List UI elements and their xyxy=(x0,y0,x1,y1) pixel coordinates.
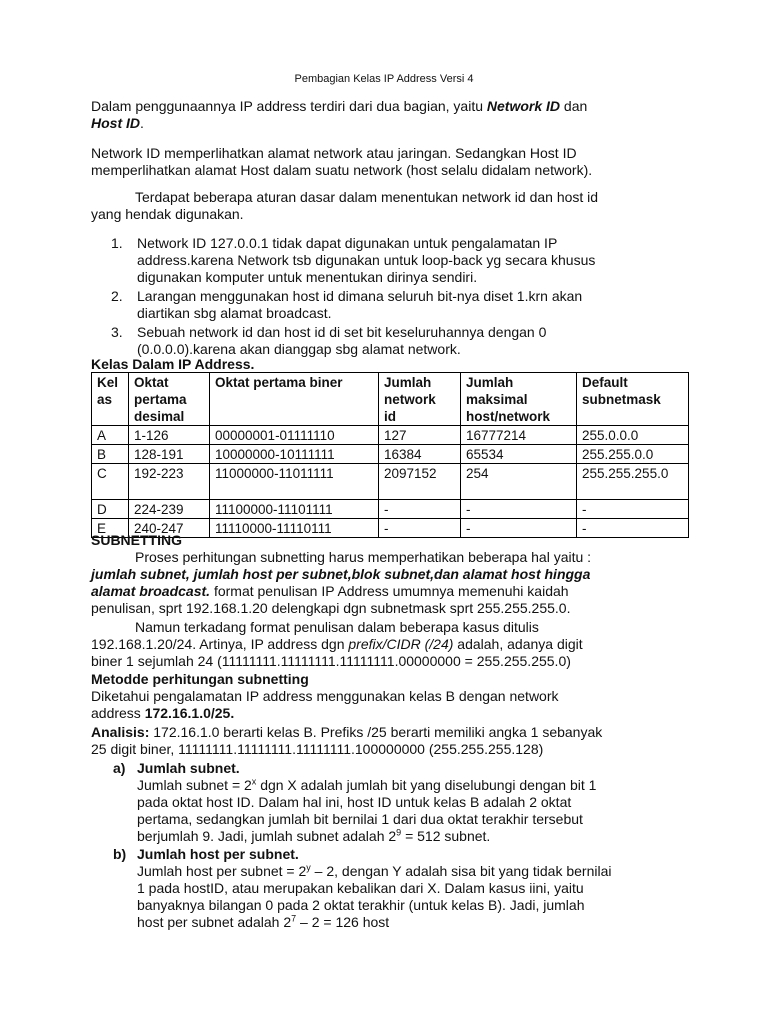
intro-paragraph-2: Network ID memperlihatkan alamat network atau jaringan. Sedangkan Host ID memperlihatkan alamat Host dalam suatu network (host selalu didalam network). xyxy=(91,145,593,178)
header-subnetmask: Default subnetmask xyxy=(577,373,689,426)
list-item: 1. Network ID 127.0.0.1 tidak dapat digunakan untuk pengalamatan IP address.karena Network tsb digunakan untuk loop-back yg secara khusus digunakan komputer untuk menentukan dirinya sendiri. xyxy=(111,235,596,285)
page-title: Pembagian Kelas IP Address Versi 4 xyxy=(294,73,474,85)
rules-list xyxy=(111,235,701,360)
intro-paragraph-1: Dalam penggunaannya IP address terdiri dari dua bagian, yaitu Network ID dan Host ID. xyxy=(91,98,588,131)
table-row: D 224-239 11100000-11101111 - - - xyxy=(92,500,689,519)
header-jumlah-network: Jumlah network id xyxy=(379,373,461,426)
ip-class-table xyxy=(91,372,689,538)
header-kelas: Kel as xyxy=(92,373,129,426)
subnetting-paragraph-2: Namun terkadang format penulisan dalam beberapa kasus ditulis 192.168.1.20/24. Artinya, IP address dgn prefix/CIDR (/24) adalah, adanya digit biner 1 sejumlah 24 (11111111.11111111.11111111.00000000 = 255.255.255.0) xyxy=(91,619,583,669)
analysis-paragraph: Analisis: 172.16.1.0 berarti kelas B. Prefiks /25 berarti memiliki angka 1 sebanyak 25 digit biner, 11111111.11111111.11111111.100000000 (255.255.255.128) xyxy=(91,724,603,757)
header-oktat-biner: Oktat pertama biner xyxy=(210,373,379,426)
document-page: Pembagian Kelas IP Address Versi 4 Dalam penggunaannya IP address terdiri dari dua bagian, yaitu Network ID dan Host ID. Network ID memperlihatkan alamat network atau jaringan. Sedangkan Host ID memperlihatkan alamat Host dalam suatu network (host selalu didalam network). Terdapat beberapa aturan dasar dalam menentukan network id dan host id yang hendak digunakan. 1. Network ID 127.0.0.1 tidak dapat digunakan untuk pengalamatan IP address.karena Network tsb digunakan untuk loop-back yg secara khusus digunakan komputer untuk menentukan dirinya sendiri. 2. Larangan menggunakan host id dimana seluruh bit-nya diset 1.krn akan diartikan sbg alamat broadcast. 3. Sebuah network id dan host id di set bit keseluruhannya dengan 0 (0.0.0.0).karena akan dianggap sbg alamat network. Kelas Dalam IP Address. Kel as Oktat pertama desimal Oktat pertama biner Jumlah network id Jumlah maksimal host/network Default subnetmask A 1-126 00000001-01111110 127 16777214 255.0.0.0 B 128-191 10000000-10111111 16384 65534 255.255.0.0 C 192-223 11000000-11011111 2097152 254 255.255.255.0 D 224-239 11100000-11101111 - - - E 240-247 11110000-11110111 - - - SUBNETTING Proses perhitungan subnetting harus memperhatikan beberapa hal yaitu : jumlah subnet, jumlah host per subnet,blok subnet,dan alamat host hingga alamat broadcast. format penulisan IP Address umumnya memenuhi kaidah penulisan, sprt 192.168.1.20 delengkapi dgn subnetmask sprt 255.255.255.0. Namun terkadang format penulisan dalam beberapa kasus ditulis 192.168.1.20/24. Artinya, IP address dgn prefix/CIDR (/24) adalah, adanya digit biner 1 sejumlah 24 (11111111.11111111.11111111.00000000 = 255.255.255.0) Metodde perhitungan subnetting Diketahui pengalamatan IP address menggunakan kelas B dengan network address 172.16.1.0/25. Analisis: 172.16.1.0 berarti kelas B. Prefiks /25 berarti memiliki angka 1 sebanyak 25 digit biner, 11111111.11111111.11111111.100000000 (255.255.255.128) a) Jumlah subnet. Jumlah subnet = $2^x$ dgn X adalah jumlah bit yang diselubungi dengan bit 1 pada oktat host ID. Dalam hal ini, host ID untuk kelas B adalah 2 oktat pertama, sedangkan jumlah bit bernilai 1 dari dua oktat terakhir tersebut berjumlah 9. Jadi, jumlah subnet adalah $2^9 = 512$ subnet. b) Jumlah host per subnet. Jumlah host per subnet = $2^y - 2$, dengan Y adalah sisa bit yang tidak bernilai 1 pada hostID, atau merupakan kebalikan dari X. Dalam kasus iini, yaitu banyaknya bilangan 0 pada 2 oktat terakhir (untuk kelas B). Jadi, jumlah host per subnet adalah $2^7 - 2 = 126$ host xyxy=(0,0,768,1024)
subnetting-paragraph-1: Proses perhitungan subnetting harus memperhatikan beberapa hal yaitu : jumlah subnet, jumlah host per subnet,blok subnet,dan alamat host hingga alamat broadcast. format penulisan IP Address umumnya memenuhi kaidah penulisan, sprt 192.168.1.20 delengkapi dgn subnetmask sprt 255.255.255.0. xyxy=(91,549,592,616)
prefix-cidr-term: prefix/CIDR (/24) xyxy=(348,636,454,652)
table-row: C 192-223 11000000-11011111 2097152 254 255.255.255.0 xyxy=(92,464,689,500)
analysis-label: Analisis: xyxy=(91,724,150,740)
table-header-row xyxy=(92,373,689,426)
intro-paragraph-3: Terdapat beberapa aturan dasar dalam menentukan network id dan host id yang hendak digunakan. xyxy=(91,189,599,222)
list-item: 2. Larangan menggunakan host id dimana seluruh bit-nya diset 1.krn akan diartikan sbg alamat broadcast. xyxy=(111,288,583,321)
header-jumlah-host: Jumlah maksimal host/network xyxy=(461,373,577,426)
table-heading: Kelas Dalam IP Address. xyxy=(91,356,255,372)
subnetting-heading: SUBNETTING xyxy=(91,532,182,548)
list-item: 3. Sebuah network id dan host id di set bit keseluruhannya dengan 0 (0.0.0.0).karena akan dianggap sbg alamat network. xyxy=(111,324,547,357)
method-heading: Metodde perhitungan subnetting xyxy=(91,671,309,687)
header-oktat-desimal: Oktat pertama desimal xyxy=(129,373,210,426)
network-id-term: Network ID xyxy=(486,98,561,114)
table-row: B 128-191 10000000-10111111 16384 65534 255.255.0.0 xyxy=(92,445,689,464)
method-paragraph: Diketahui pengalamatan IP address menggunakan kelas B dengan network address 172.16.1.0/25. xyxy=(91,688,559,721)
host-id-term: Host ID xyxy=(91,115,140,131)
table-row: A 1-126 00000001-01111110 127 16777214 255.0.0.0 xyxy=(92,426,689,445)
network-address-value: 172.16.1.0/25. xyxy=(144,705,235,721)
table-row: E 240-247 11110000-11110111 - - - xyxy=(92,519,689,538)
